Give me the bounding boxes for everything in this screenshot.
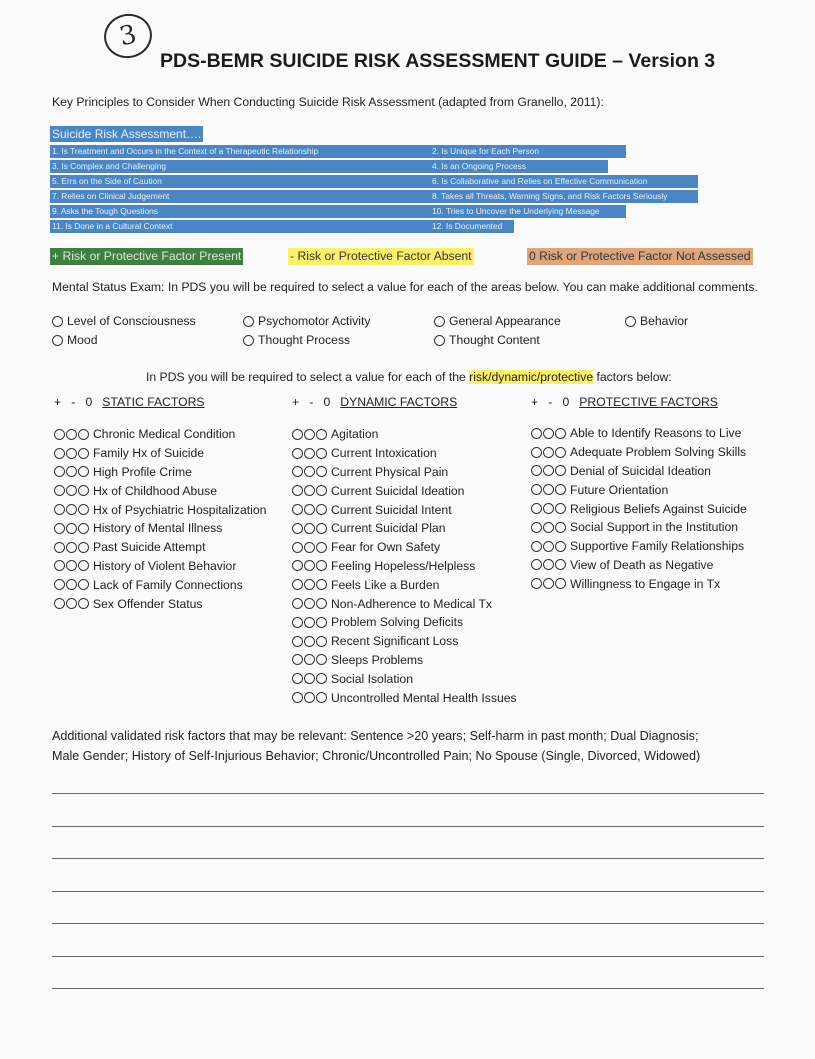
radio-plus-icon[interactable] [531,465,542,476]
radio-plus-icon[interactable] [54,466,65,477]
radio-zero-icon[interactable] [555,428,566,439]
radio-circle-icon [52,335,63,346]
factor-radio-group [54,598,90,609]
legend-not-assessed: 0 Risk or Protective Factor Not Assessed [529,249,751,263]
dynamic-factors-list [292,425,517,707]
radio-zero-icon[interactable] [316,654,327,665]
principle-1: 1. Is Treatment and Occurs in the Context of a Therapeutic Relationship [50,145,364,158]
radio-minus-icon[interactable] [304,504,315,515]
radio-plus-icon[interactable] [292,692,303,703]
radio-minus-icon[interactable] [304,523,315,534]
radio-plus-icon[interactable] [292,654,303,665]
writing-line[interactable] [52,988,764,989]
factor-current-physical-pain [292,463,517,482]
radio-minus-icon[interactable] [543,447,554,458]
writing-line[interactable] [52,793,764,794]
factor-chronic-medical-condition [54,425,266,444]
radio-circle-icon [243,335,254,346]
radio-circle-icon [434,335,445,346]
factor-label: Future Orientation [570,482,669,497]
writing-line[interactable] [52,923,764,924]
radio-minus-icon[interactable] [543,522,554,533]
radio-zero-icon[interactable] [555,503,566,514]
additional-risk-factors: Additional validated risk factors that may be relevant: Sentence >20 years; Self-harm in past month; Dual Diagnosis; Male Gender; History of Self-Injurious Behavior; Chronic/Uncontrolled Pain; No Spouse (Single, Divorced, Widowed) [52,729,701,763]
radio-plus-icon[interactable] [292,542,303,553]
static-factors-heading: + - 0 STATIC FACTORS [54,395,205,409]
factor-radio-group [531,541,567,552]
radio-minus-icon[interactable] [543,428,554,439]
principle-5: 5. Errs on the Side of Caution [50,175,364,188]
radio-plus-icon[interactable] [292,617,303,628]
radio-zero-icon[interactable] [316,692,327,703]
radio-plus-icon[interactable] [54,485,65,496]
radio-zero-icon[interactable] [316,523,327,534]
factor-label: Hx of Psychiatric Hospitalization [93,502,267,517]
radio-minus-icon[interactable] [304,466,315,477]
radio-zero-icon[interactable] [316,598,327,609]
radio-minus-icon[interactable] [543,465,554,476]
factor-radio-group [292,598,328,609]
radio-plus-icon[interactable] [54,523,65,534]
mse-thought-process[interactable]: Thought Process [243,333,350,347]
factor-label: Sleeps Problems [331,652,424,667]
principle-2: 2. Is Unique for Each Person [360,145,626,158]
factor-history-of-violent-behavior [54,557,266,576]
factor-radio-group [292,617,328,628]
factor-past-suicide-attempt [54,538,266,557]
radio-plus-icon[interactable] [292,448,303,459]
radio-plus-icon[interactable] [531,522,542,533]
factor-radio-group [54,485,90,496]
legend-absent: - Risk or Protective Factor Absent [290,249,472,263]
factor-radio-group [292,542,328,553]
radio-zero-icon[interactable] [555,559,566,570]
radio-plus-icon[interactable] [531,428,542,439]
factor-label: Feels Like a Burden [331,577,440,592]
factor-label: Social Support in the Institution [570,520,739,535]
dynamic-factors-heading: + - 0 DYNAMIC FACTORS [292,395,458,409]
radio-minus-icon[interactable] [66,448,77,459]
radio-minus-icon[interactable] [304,542,315,553]
legend-present: + Risk or Protective Factor Present [52,249,242,263]
radio-plus-icon[interactable] [292,466,303,477]
radio-plus-icon[interactable] [292,523,303,534]
principle-9: 9. Asks the Tough Questions [50,205,364,218]
factor-radio-group [292,636,328,647]
radio-zero-icon[interactable] [555,484,566,495]
radio-zero-icon[interactable] [316,485,327,496]
radio-plus-icon[interactable] [54,504,65,515]
radio-zero-icon[interactable] [316,673,327,684]
factor-radio-group [531,465,567,476]
factor-label: Family Hx of Suicide [93,446,205,461]
factor-label: Agitation [331,427,379,442]
radio-zero-icon[interactable] [316,429,327,440]
factor-radio-group [531,428,567,439]
radio-plus-icon[interactable] [531,559,542,570]
radio-plus-icon[interactable] [54,579,65,590]
radio-zero-icon[interactable] [78,504,89,515]
factor-family-hx-of-suicide [54,444,266,463]
radio-circle-icon [625,316,636,327]
radio-plus-icon[interactable] [54,560,65,571]
factor-radio-group [54,429,90,440]
writing-line[interactable] [52,956,764,957]
principle-10: 10. Tries to Uncover the Underlying Message [360,205,626,218]
radio-minus-icon[interactable] [304,692,315,703]
factor-sleeps-problems [292,651,517,670]
principle-6: 6. Is Collaborative and Relies on Effective Communication [360,175,698,188]
factor-radio-group [531,578,567,589]
factor-current-suicidal-intent [292,500,517,519]
factor-label: Current Physical Pain [331,464,449,479]
factor-problem-solving-deficits [292,613,517,632]
radio-minus-icon[interactable] [543,503,554,514]
radio-zero-icon[interactable] [78,466,89,477]
factor-radio-group [292,466,328,477]
factor-label: View of Death as Negative [570,557,714,572]
radio-minus-icon[interactable] [304,617,315,628]
factor-able-to-identify-reasons-to-live [531,424,747,443]
radio-plus-icon[interactable] [292,429,303,440]
factor-radio-group [292,654,328,665]
static-factors-list [54,425,266,613]
radio-plus-icon[interactable] [54,598,65,609]
factor-label: Supportive Family Relationships [570,539,745,554]
factor-radio-group [292,485,328,496]
factor-radio-group [531,559,567,570]
radio-minus-icon[interactable] [543,559,554,570]
radio-zero-icon[interactable] [78,579,89,590]
factor-label: Religious Beliefs Against Suicide [570,501,747,516]
radio-zero-icon[interactable] [555,541,566,552]
radio-zero-icon[interactable] [78,448,89,459]
factor-radio-group [54,448,90,459]
radio-zero-icon[interactable] [78,485,89,496]
mse-intro: Mental Status Exam: In PDS you will be required to select a value for each of the areas below. You can make additional comments. [52,280,758,294]
radio-plus-icon[interactable] [54,448,65,459]
factor-hx-of-childhood-abuse [54,481,266,500]
radio-minus-icon[interactable] [66,523,77,534]
key-principles-intro: Key Principles to Consider When Conducting Suicide Risk Assessment (adapted from Granello, 2011): [52,95,604,109]
factor-current-suicidal-ideation [292,481,517,500]
writing-line[interactable] [52,858,764,859]
factor-radio-group [54,579,90,590]
principle-7: 7. Relies on Clinical Judgement [50,190,364,203]
factor-label: Non-Adherence to Medical Tx [331,596,493,611]
factor-view-of-death-as-negative [531,556,747,575]
factor-label: High Profile Crime [93,464,192,479]
radio-minus-icon[interactable] [304,636,315,647]
factor-recent-significant-loss [292,632,517,651]
radio-zero-icon[interactable] [316,617,327,628]
factor-hx-of-psychiatric-hospitalization [54,500,266,519]
factor-radio-group [292,692,328,703]
factor-label: Current Intoxication [331,446,437,461]
factor-current-suicidal-plan [292,519,517,538]
factor-label: Current Suicidal Ideation [331,483,465,498]
radio-plus-icon[interactable] [531,541,542,552]
principle-4: 4. Is an Ongoing Process [360,160,608,173]
page-title: PDS-BEMR SUICIDE RISK ASSESSMENT GUIDE – Version 3 [160,50,716,72]
mse-behavior[interactable]: Behavior [625,314,688,328]
factor-feels-like-a-burden [292,575,517,594]
factor-supportive-family-relationships [531,537,747,556]
factor-radio-group [292,579,328,590]
radio-zero-icon[interactable] [316,579,327,590]
radio-zero-icon[interactable] [316,448,327,459]
factor-fear-for-own-safety [292,538,517,557]
radio-minus-icon[interactable] [66,542,77,553]
radio-zero-icon[interactable] [316,466,327,477]
radio-plus-icon[interactable] [292,598,303,609]
radio-minus-icon[interactable] [304,579,315,590]
factor-label: Hx of Childhood Abuse [93,483,217,498]
radio-minus-icon[interactable] [543,484,554,495]
writing-line[interactable] [52,826,764,827]
radio-circle-icon [52,316,63,327]
factor-label: Fear for Own Safety [331,540,441,555]
factor-non-adherence-to-medical-tx [292,594,517,613]
factor-willingness-to-engage-in-tx [531,574,747,593]
radio-zero-icon[interactable] [555,578,566,589]
radio-minus-icon[interactable] [304,560,315,571]
factor-label: History of Violent Behavior [93,558,237,573]
factor-label: History of Mental Illness [93,521,223,536]
factor-radio-group [54,560,90,571]
factor-label: Denial of Suicidal Ideation [570,463,711,478]
principle-3: 3. Is Complex and Challenging [50,160,364,173]
mse-psychomotor-activity[interactable]: Psychomotor Activity [243,314,370,328]
factors-requirement: In PDS you will be required to select a value for each of the risk/dynamic/protective factors below: [146,370,672,384]
radio-minus-icon[interactable] [66,466,77,477]
radio-minus-icon[interactable] [66,429,77,440]
writing-line[interactable] [52,891,764,892]
factor-uncontrolled-mental-health-issues [292,688,517,707]
radio-zero-icon[interactable] [316,560,327,571]
factor-label: Current Suicidal Plan [331,521,446,536]
radio-plus-icon[interactable] [292,673,303,684]
principle-11: 11. Is Done in a Cultural Context [50,220,364,233]
factor-radio-group [54,466,90,477]
mse-level-of-consciousness[interactable]: Level of Consciousness [52,314,196,328]
principle-8: 8. Takes all Threats, Warning Signs, and Risk Factors Seriously [360,190,698,203]
factor-adequate-problem-solving-skills [531,443,747,462]
factor-label: Feeling Hopeless/Helpless [331,558,476,573]
radio-zero-icon[interactable] [555,447,566,458]
factor-feeling-hopeless-helpless [292,557,517,576]
radio-minus-icon[interactable] [304,673,315,684]
radio-zero-icon[interactable] [78,598,89,609]
factor-label: Current Suicidal Intent [331,502,452,517]
principle-12: 12. Is Documented [360,220,514,233]
radio-plus-icon[interactable] [531,484,542,495]
radio-minus-icon[interactable] [66,485,77,496]
protective-factors-heading: + - 0 PROTECTIVE FACTORS [531,395,718,409]
radio-minus-icon[interactable] [304,485,315,496]
radio-zero-icon[interactable] [555,465,566,476]
factor-radio-group [292,429,328,440]
radio-plus-icon[interactable] [531,447,542,458]
factor-label: Uncontrolled Mental Health Issues [331,690,517,705]
radio-plus-icon[interactable] [292,579,303,590]
radio-minus-icon[interactable] [543,541,554,552]
factor-denial-of-suicidal-ideation [531,462,747,481]
factor-label: Chronic Medical Condition [93,427,236,442]
factor-radio-group [54,504,90,515]
factor-radio-group [531,503,567,514]
mse-general-appearance[interactable]: General Appearance [434,314,561,328]
radio-minus-icon[interactable] [304,654,315,665]
factor-religious-beliefs-against-suicide [531,499,747,518]
factor-agitation [292,425,517,444]
radio-plus-icon[interactable] [531,503,542,514]
highlighted-term: risk/dynamic/protective [469,370,594,384]
mse-mood[interactable]: Mood [52,333,98,347]
handwritten-mark: 3 [100,9,156,62]
factor-future-orientation [531,480,747,499]
factor-label: Able to Identify Reasons to Live [570,426,742,441]
radio-zero-icon[interactable] [78,542,89,553]
factor-label: Recent Significant Loss [331,634,459,649]
radio-minus-icon[interactable] [66,504,77,515]
factor-sex-offender-status [54,594,266,613]
radio-zero-icon[interactable] [78,523,89,534]
factor-label: Past Suicide Attempt [93,540,206,555]
factor-radio-group [531,484,567,495]
radio-plus-icon[interactable] [292,560,303,571]
factor-high-profile-crime [54,463,266,482]
factor-radio-group [292,448,328,459]
mse-thought-content[interactable]: Thought Content [434,333,540,347]
factor-lack-of-family-connections [54,575,266,594]
factor-social-support-in-the-institution [531,518,747,537]
radio-circle-icon [434,316,445,327]
factor-radio-group [292,523,328,534]
factor-radio-group [292,560,328,571]
radio-minus-icon[interactable] [304,598,315,609]
factor-radio-group [531,447,567,458]
protective-factors-list [531,424,747,593]
radio-minus-icon[interactable] [304,429,315,440]
radio-zero-icon[interactable] [316,542,327,553]
radio-plus-icon[interactable] [292,636,303,647]
factor-social-isolation [292,669,517,688]
radio-minus-icon[interactable] [66,560,77,571]
factor-label: Social Isolation [331,671,413,686]
factor-label: Problem Solving Deficits [331,615,464,630]
factor-label: Willingness to Engage in Tx [570,576,721,591]
factor-radio-group [54,523,90,534]
radio-zero-icon[interactable] [555,522,566,533]
radio-zero-icon[interactable] [78,560,89,571]
principles-heading: Suicide Risk Assessment…. [52,127,202,141]
radio-minus-icon[interactable] [543,578,554,589]
factor-radio-group [292,504,328,515]
radio-plus-icon[interactable] [54,429,65,440]
factor-current-intoxication [292,444,517,463]
factor-radio-group [54,542,90,553]
radio-plus-icon[interactable] [292,504,303,515]
radio-minus-icon[interactable] [66,579,77,590]
radio-zero-icon[interactable] [78,429,89,440]
factor-radio-group [531,522,567,533]
radio-plus-icon[interactable] [292,485,303,496]
radio-zero-icon[interactable] [316,636,327,647]
radio-circle-icon [243,316,254,327]
factor-radio-group [292,673,328,684]
radio-minus-icon[interactable] [304,448,315,459]
factor-history-of-mental-illness [54,519,266,538]
radio-zero-icon[interactable] [316,504,327,515]
radio-minus-icon[interactable] [66,598,77,609]
radio-plus-icon[interactable] [54,542,65,553]
radio-plus-icon[interactable] [531,578,542,589]
factor-label: Lack of Family Connections [93,577,243,592]
factor-label: Adequate Problem Solving Skills [570,445,747,460]
factor-label: Sex Offender Status [93,596,203,611]
